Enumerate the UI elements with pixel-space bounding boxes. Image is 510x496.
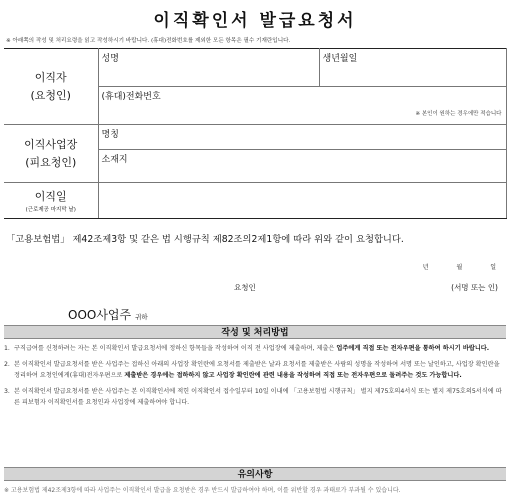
employer-label: 이직사업장	[24, 137, 78, 151]
request-form-table	[4, 48, 507, 219]
applicant-birth-field[interactable]	[319, 49, 506, 87]
recipient-suffix: 귀하	[135, 313, 148, 321]
applicant-birth-label: 생년월일	[322, 54, 358, 64]
instruction-item	[4, 359, 504, 381]
applicant-name-field[interactable]	[98, 49, 319, 87]
requester-label: 요청인	[234, 283, 256, 292]
instruction-emphasis: 업주에게 직접 또는 전자우편을 통하여 하시기 바랍니다.	[336, 345, 490, 352]
instruction-emphasis: 제출받은 경우에는 접하하지 않고 사업장 확인란에 관련 내용을 작성하여 직접 또는 전자우편으로 돌려주는 것도 가능합니다.	[124, 372, 462, 379]
leave-date-sublabel: (근로제공 마지막 날)	[25, 206, 76, 213]
applicant-phone-field[interactable]	[98, 87, 506, 109]
employer-address-field[interactable]	[98, 150, 506, 183]
applicant-name-label: 성명	[101, 54, 119, 64]
notes-text: ※ 고용보험법 제42조제3항에 따라 사업주는 이직확인서 발급을 요청받은 경우 반드시 발급하여야 하며, 이를 위반할 경우 과태료가 부과될 수 있습니다.	[4, 487, 401, 494]
instruction-text: 구직급여를 신청하려는 자는 본 이직확인서 발급요청서에 정하신 항목들을 작성하여 이직 전 사업장에 제출하며, 제출은	[14, 345, 335, 352]
leave-date-label: 이직일	[34, 189, 67, 203]
instruction-number: 1.	[4, 345, 10, 352]
applicant-sublabel: (요청인)	[30, 88, 71, 102]
signature-label[interactable]: (서명 또는 인)	[451, 283, 498, 292]
instruction-text: 본 이직확인서 발급요청서를 받은 사업주는 본 이직확인서에 적힌 이직확인서 접수일부터 10일 이내에 「고용보험법 시행규칙」 별지 제75호의4서식 또는 별지 제75호의5서식에 따른 피보험자 이직확인서를 요청인과 사업장에 제출하여야 합니다.	[14, 388, 502, 406]
employer-name-field[interactable]	[98, 125, 506, 150]
instruction-text: 본 이직확인서 발급요청서를 받은 사업주는 접하신 아래의 사업장 확인란에 요청서를 제출받은 날과 요청서를 제출받은 사람의 성명을 작성하여 서명 또는 날인하고, 사업장 확인란을 정리하여 요청인에게(휴대)전자우편으로	[14, 361, 500, 379]
phone-optional-note: ※ 본인이 원하는 경우에만 적습니다	[98, 109, 506, 125]
employer-sublabel: (피요청인)	[25, 155, 77, 169]
instruction-number: 3.	[4, 388, 10, 395]
instructions-heading: 작성 및 처리방법	[4, 325, 506, 339]
instruction-item	[4, 343, 504, 354]
recipient-name: OOO사업주	[68, 308, 132, 322]
page-title: 이직확인서 발급요청서	[153, 11, 357, 31]
leave-date-field[interactable]	[98, 183, 506, 219]
recipient-line	[68, 306, 148, 323]
request-statement: 「고용보험법」 제42조제3항 및 같은 법 시행규칙 제82조의2제1항에 따라 위와 같이 요청합니다.	[6, 234, 404, 245]
instruction-item	[4, 386, 504, 408]
form-guide-note: ※ 아래쪽의 작성 및 처리요령을 읽고 작성하시기 바랍니다. (휴대)전화번호를 제외한 모든 항목은 필수 기재란입니다.	[6, 38, 291, 44]
applicant-section-label	[4, 49, 98, 125]
date-day-label: 일	[490, 264, 496, 271]
employer-section-label	[4, 125, 98, 183]
applicant-label: 이직자	[34, 70, 67, 84]
employer-name-label: 명칭	[101, 130, 119, 140]
instruction-number: 2.	[4, 361, 10, 368]
request-date	[423, 262, 496, 271]
notes-heading: 유의사항	[4, 467, 506, 481]
leave-date-section-label	[4, 183, 98, 219]
date-year-label: 년	[422, 264, 429, 271]
employer-address-label: 소재지	[101, 155, 128, 165]
date-month-label: 월	[456, 264, 463, 271]
applicant-phone-label: (휴대)전화번호	[101, 92, 161, 102]
instructions-list	[4, 343, 504, 413]
